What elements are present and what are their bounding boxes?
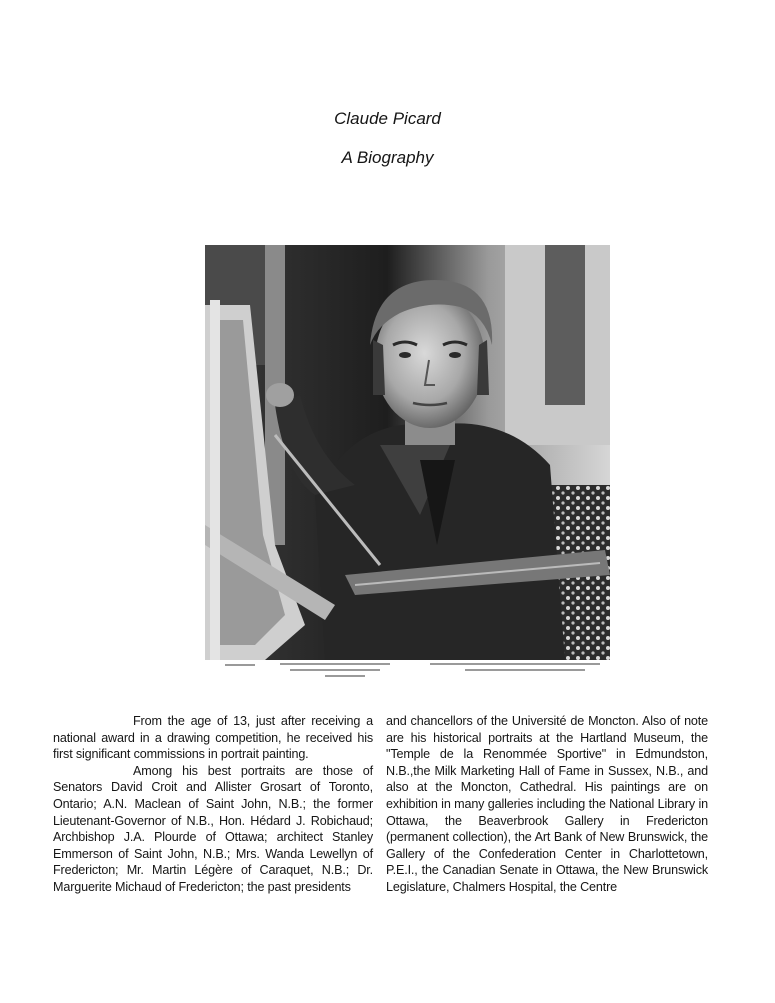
document-title: Claude Picard (334, 109, 441, 128)
document-subtitle: A Biography (341, 148, 434, 167)
paragraph: Among his best portraits are those of Senators David Croit and Allister Grosart of Toronto, Ontario; A.N. Maclean of Saint John, N.B.; the former Lieutenant-Governor of N.B., Hon. Hédard J. Robichaud; Archbishop J.A. Plourde of Ottawa; architect Stanley Emmerson of Saint John, N.B.; Mrs. Wanda Lewellyn of Fredericton; Mr. Martin Légère of Caraquet, N.B.; Dr. Marguerite Michaud of Fredericton; the past presidents (53, 763, 373, 894)
paragraph: From the age of 13, just after receiving a national award in a drawing competition, he received his first significant commissions in portrait painting. (53, 714, 373, 762)
body-column-left (53, 713, 373, 896)
scan-noise (205, 660, 610, 682)
portrait-photo (205, 245, 610, 660)
body-column-right (386, 713, 708, 896)
paragraph: and chancellors of the Université de Moncton. Also of note are his historical portraits at the Hartland Museum, the "Temple de la Renommée Sportive" in Edmundston, N.B.,the Milk Marketing Hall of Fame in Sussex, N.B., and also at the Moncton, Cathedral. His paintings are on exhibition in many galleries including the National Library in Ottawa, the Beaverbrook Gallery in Fredericton (permanent collection), the Art Bank of New Brunswick, the Gallery of the Confederation Center in Charlottetown, P.E.I., the Canadian Senate in Ottawa, the New Brunswick Legislature, Chalmers Hospital, the Centre (386, 714, 708, 894)
